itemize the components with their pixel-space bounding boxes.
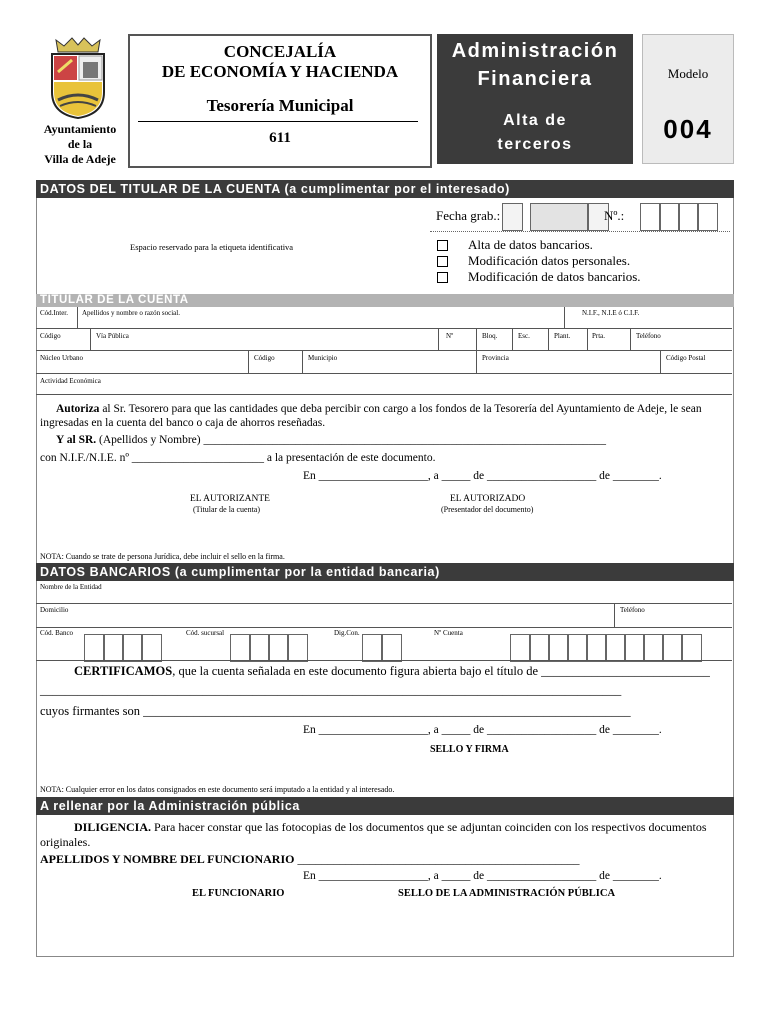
section-admin-bar: A rellenar por la Administración pública: [36, 797, 734, 815]
el-autorizante-label: EL AUTORIZANTE: [190, 494, 270, 504]
sello-firma-label: SELLO Y FIRMA: [430, 744, 509, 755]
modelo-label: Modelo: [667, 66, 709, 81]
via-publica-label: Vía Pública: [96, 332, 129, 340]
dig-con-field[interactable]: [362, 634, 404, 660]
diligencia-paragraph: [40, 820, 730, 850]
bancarios-fecha: En ___________________, a _____ de ___________________ de ________.: [303, 724, 662, 736]
cod-banco-label: Cód. Banco: [40, 629, 74, 637]
escalera-label: Esc.: [518, 332, 530, 340]
economia-title: DE ECONOMÍA Y HACIENDA: [161, 62, 399, 81]
admin-title-2: Financiera: [477, 68, 593, 90]
section-cuenta-bar: TITULAR DE LA CUENTA: [36, 294, 734, 307]
nif-label: N.I.F., N.I.E ó C.I.F.: [582, 309, 640, 317]
fecha-grab-field[interactable]: [502, 203, 614, 229]
fecha-grab-label: Fecha grab.:: [436, 208, 501, 223]
autoriza-fecha: En ___________________, a _____ de ___________________ de ________.: [303, 470, 662, 482]
col-divider: [248, 350, 249, 373]
nombre-entidad-label: Nombre de la Entidad: [40, 583, 102, 591]
puerta-label: Prta.: [592, 332, 606, 340]
titular-cuenta-label: (Titular de la cuenta): [193, 505, 261, 514]
option-mod-bancarios: Modificación de datos bancarios.: [468, 269, 641, 284]
fecha-divider: [430, 231, 730, 232]
telefono-banco-label: Teléfono: [620, 606, 645, 614]
bloque-label: Bloq.: [482, 332, 498, 340]
numero-via-label: Nº: [446, 332, 454, 340]
nif-presentacion-line: con N.I.F./N.I.E. nº _______________________ a la presentación de este documento.: [40, 452, 436, 464]
row-divider-1: [36, 328, 732, 329]
alta-title-1: Alta de: [503, 112, 567, 129]
col-divider: [548, 328, 549, 350]
tesoreria-title: Tesorería Municipal: [206, 96, 354, 115]
dig-con-label: Dig.Con.: [334, 629, 360, 637]
y-al-sr-bold: Y al SR.: [56, 434, 97, 446]
col-divider: [438, 328, 439, 350]
certificamos-bold: CERTIFICAMOS: [74, 664, 173, 678]
municipio-label: Municipio: [308, 354, 338, 362]
col-divider: [587, 328, 588, 350]
telefono-label: Teléfono: [636, 332, 661, 340]
option-mod-personales: Modificación datos personales.: [468, 253, 631, 268]
row-divider-5: [36, 603, 732, 604]
autoriza-paragraph: [40, 402, 730, 430]
nucleo-urbano-label: Núcleo Urbano: [40, 354, 83, 362]
el-funcionario-label: EL FUNCIONARIO: [192, 888, 285, 899]
cod-sucursal-field[interactable]: [230, 634, 310, 660]
section-titular-bar: DATOS DEL TITULAR DE LA CUENTA (a cumplimentar por el interesado): [36, 180, 734, 198]
actividad-economica-label: Actividad Económica: [40, 377, 101, 385]
col-divider: [476, 328, 477, 350]
col-divider: [630, 328, 631, 350]
logo-line3: Villa de Adeje: [44, 152, 116, 166]
modelo-number: 004: [663, 114, 713, 144]
presentador-label: (Presentador del documento): [441, 505, 534, 514]
section-bancarios-bar: DATOS BANCARIOS (a cumplimentar por la entidad bancaria): [36, 563, 734, 581]
tesoreria-code: 611: [269, 130, 291, 146]
row-divider-3: [36, 373, 732, 374]
codigo-municipio-label: Código: [254, 354, 275, 362]
funcionario-line: [40, 852, 579, 867]
checkbox-mod-personales[interactable]: [437, 256, 448, 267]
nota-error: NOTA: Cualquier error en los datos consignados en este documento será imputado a la entidad y al interesado.: [40, 785, 395, 794]
cod-banco-field[interactable]: [84, 634, 164, 660]
row-divider-7: [36, 660, 732, 661]
autoriza-text: al Sr. Tesorero para que las cantidades que deba percibir con cargo a los fondos de la Tesorería del Ayuntamiento de Adeje, le sean ingresadas en la cuenta del banco o caja de ahorros reseñadas.: [40, 403, 702, 429]
sello-admin-label: SELLO DE LA ADMINISTRACIÓN PÚBLICA: [398, 888, 616, 899]
row-divider-2: [36, 350, 732, 351]
certificamos-line: [74, 664, 710, 679]
numero-field[interactable]: [640, 203, 732, 229]
checkbox-alta-bancarios[interactable]: [437, 240, 448, 251]
blank-line: _____________________________________________________________________________________________: [40, 683, 622, 697]
nota-juridica: NOTA: Cuando se trate de persona Jurídica, debe incluir el sello en la firma.: [40, 552, 285, 561]
col-divider: [476, 350, 477, 373]
domicilio-label: Domicilio: [40, 606, 69, 614]
numero-label: Nº.:: [604, 208, 625, 223]
firmantes-line: cuyos firmantes son ______________________________________________________________________________: [40, 704, 631, 718]
admin-title-1: Administración: [451, 40, 619, 62]
coat-of-arms-icon: [46, 36, 110, 120]
certificamos-text: , que la cuenta señalada en este documento figura abierta bajo el título de ___________________________: [172, 664, 710, 678]
funcionario-underline: _______________________________________________: [294, 852, 580, 866]
logo-line1: Ayuntamiento: [43, 122, 117, 136]
diligencia-text: Para hacer constar que las fotocopias de los documentos que se adjuntan coinciden con los respectivos documentos originales.: [40, 820, 707, 849]
cod-sucursal-label: Cód. sucursal: [186, 629, 225, 637]
y-al-sr-text: (Apellidos y Nombre) ______________________________________________________________________: [96, 434, 606, 446]
espacio-etiqueta: Espacio reservado para la etiqueta identificativa: [130, 242, 294, 252]
col-divider: [660, 350, 661, 373]
funcionario-label: APELLIDOS Y NOMBRE DEL FUNCIONARIO: [40, 852, 295, 866]
col-divider: [90, 328, 91, 350]
row-divider-4: [36, 394, 732, 395]
ayuntamiento-text: [40, 122, 120, 167]
cod-inter-label: Cód.Inter.: [40, 309, 68, 317]
col-divider: [614, 603, 615, 627]
y-al-sr-line: [56, 434, 606, 446]
concejalia-title: CONCEJALÍA: [223, 42, 337, 61]
provincia-label: Provincia: [482, 354, 509, 362]
admin-fecha: En ___________________, a _____ de ___________________ de ________.: [303, 870, 662, 882]
row-divider-6: [36, 627, 732, 628]
num-cuenta-field[interactable]: [510, 634, 710, 660]
el-autorizado-label: EL AUTORIZADO: [450, 494, 526, 504]
checkbox-mod-bancarios[interactable]: [437, 272, 448, 283]
autoriza-bold: Autoriza: [56, 403, 100, 415]
planta-label: Plant.: [554, 332, 571, 340]
alta-title-2: terceros: [497, 136, 573, 153]
option-alta-bancarios: Alta de datos bancarios.: [468, 237, 593, 252]
apellidos-label: Apellidos y nombre o razón social.: [82, 309, 180, 317]
col-divider: [512, 328, 513, 350]
col-divider: [302, 350, 303, 373]
logo-line2: de la: [67, 137, 93, 151]
header-divider: [138, 121, 418, 122]
num-cuenta-label: Nº Cuenta: [434, 629, 463, 637]
codigo-postal-label: Código Postal: [666, 354, 706, 362]
codigo-label: Código: [40, 332, 61, 340]
coat-of-arms: [46, 36, 110, 120]
diligencia-bold: DILIGENCIA.: [74, 820, 152, 834]
